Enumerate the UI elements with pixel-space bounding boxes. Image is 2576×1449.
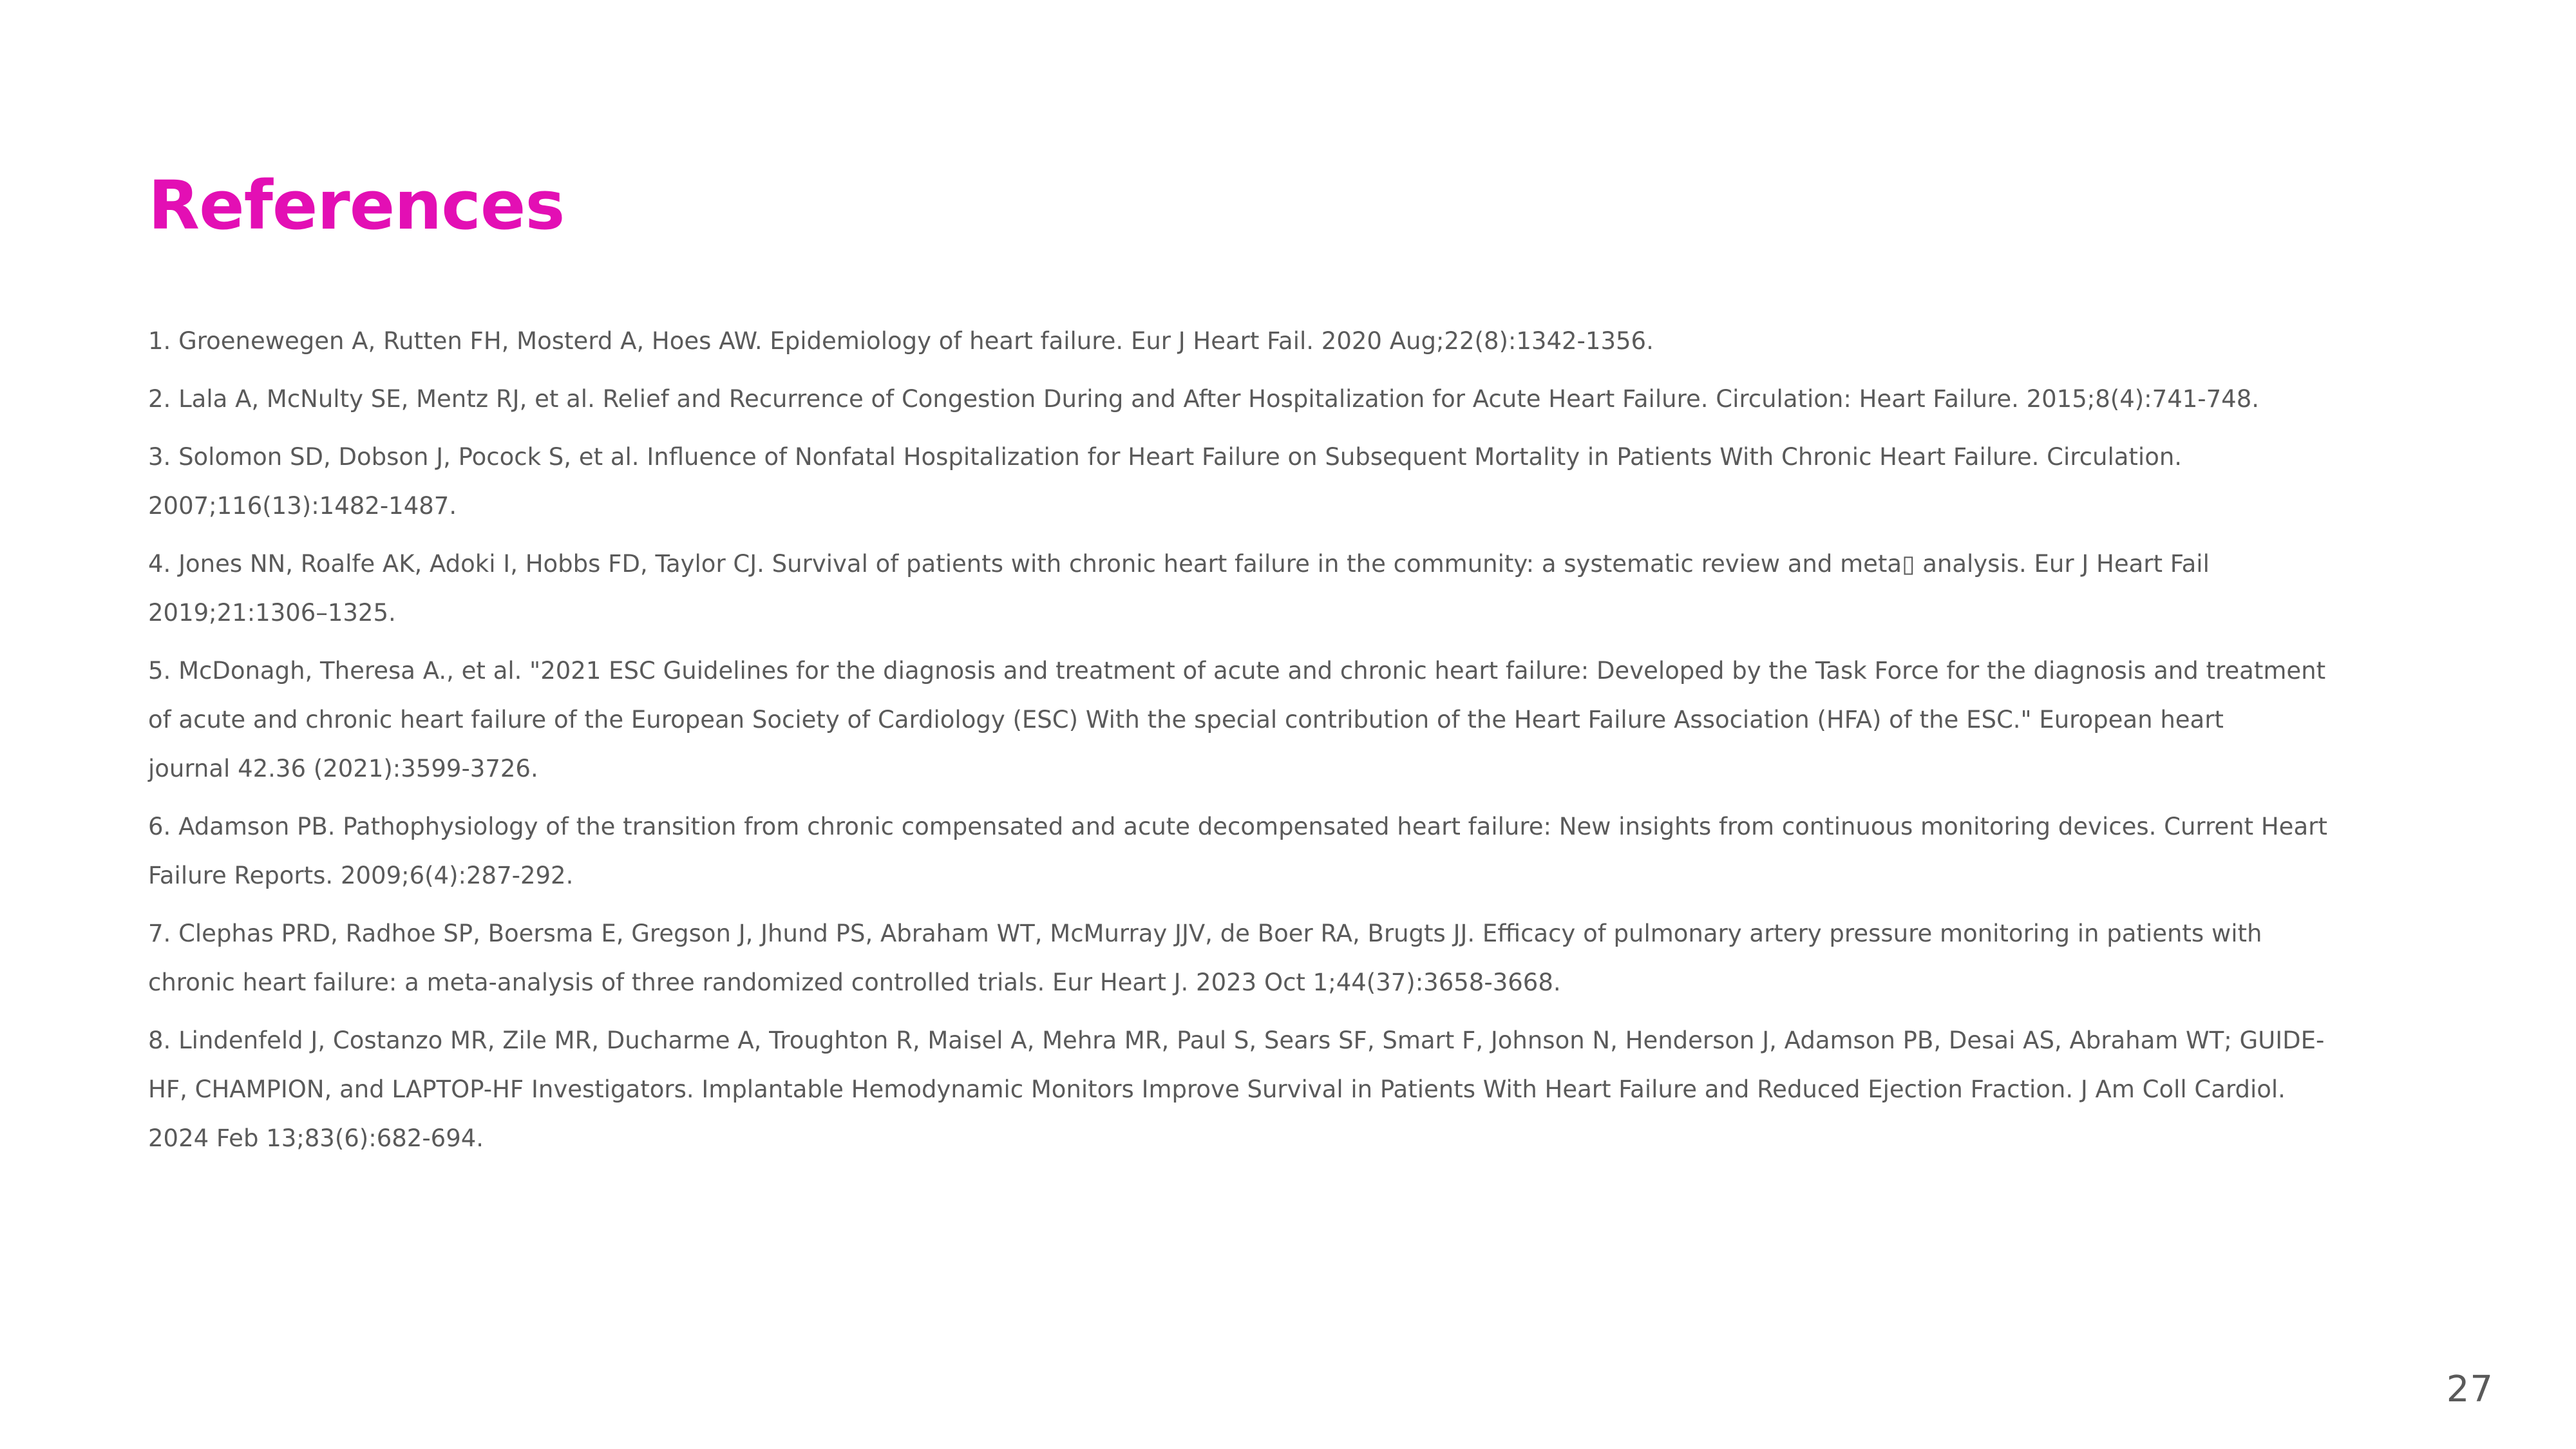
- reference-line: 2. Lala A, McNulty SE, Mentz RJ, et al. Relief and Recurrence of Congestion During and After Hospitalization for Acute Heart Failure. Circulation: Heart Failure. 2015;8(4):741-748.: [148, 385, 2260, 413]
- page-number: 27: [2446, 1368, 2494, 1410]
- reference-item: [148, 375, 2467, 424]
- reference-line: 6. Adamson PB. Pathophysiology of the transition from chronic compensated and acute decompensated heart failure: New insights from continuous monitoring devices. Current Heart: [148, 813, 2327, 840]
- reference-line: of acute and chronic heart failure of the European Society of Cardiology (ESC) With the special contribution of the Heart Failure Association (HFA) of the ESC." European heart: [148, 706, 2224, 734]
- reference-line: 8. Lindenfeld J, Costanzo MR, Zile MR, Ducharme A, Troughton R, Maisel A, Mehra MR, Paul S, Sears SF, Smart F, Johnson N, Henderson J, Adamson PB, Desai AS, Abraham WT; GUIDE-: [148, 1027, 2325, 1054]
- reference-line: HF, CHAMPION, and LAPTOP-HF Investigators. Implantable Hemodynamic Monitors Improve Survival in Patients With Heart Failure and Reduced Ejection Fraction. J Am Coll Cardiol.: [148, 1075, 2286, 1103]
- reference-item: [148, 317, 2467, 366]
- reference-line: journal 42.36 (2021):3599-3726.: [148, 755, 538, 782]
- reference-item: [148, 647, 2467, 793]
- reference-item: [148, 909, 2467, 1007]
- reference-line: 4. Jones NN, Roalfe AK, Adoki I, Hobbs FD, Taylor CJ. Survival of patients with chronic heart failure in the community: a systematic review and meta▯ analysis. Eur J Heart Fail: [148, 550, 2210, 578]
- reference-line: 5. McDonagh, Theresa A., et al. "2021 ESC Guidelines for the diagnosis and treatment of acute and chronic heart failure: Developed by the Task Force for the diagnosis and treatment: [148, 657, 2326, 685]
- page-title: References: [148, 166, 565, 245]
- reference-list: [148, 317, 2467, 1172]
- reference-line: 3. Solomon SD, Dobson J, Pocock S, et al. Influence of Nonfatal Hospitalization for Heart Failure on Subsequent Mortality in Patients With Chronic Heart Failure. Circulation.: [148, 443, 2183, 471]
- reference-line: 2007;116(13):1482-1487.: [148, 492, 457, 520]
- reference-line: chronic heart failure: a meta-analysis of three randomized controlled trials. Eur Heart J. 2023 Oct 1;44(37):3658-3668.: [148, 969, 1561, 996]
- reference-line: 2019;21:1306–1325.: [148, 599, 396, 627]
- reference-line: 1. Groenewegen A, Rutten FH, Mosterd A, Hoes AW. Epidemiology of heart failure. Eur J Heart Fail. 2020 Aug;22(8):1342-1356.: [148, 327, 1654, 355]
- reference-item: [148, 433, 2467, 531]
- reference-line: 7. Clephas PRD, Radhoe SP, Boersma E, Gregson J, Jhund PS, Abraham WT, McMurray JJV, de Boer RA, Brugts JJ. Efficacy of pulmonary artery pressure monitoring in patients with: [148, 920, 2262, 947]
- reference-item: [148, 540, 2467, 638]
- reference-item: [148, 802, 2467, 900]
- reference-line: 2024 Feb 13;83(6):682-694.: [148, 1124, 484, 1152]
- reference-line: Failure Reports. 2009;6(4):287-292.: [148, 862, 574, 889]
- reference-item: [148, 1016, 2467, 1163]
